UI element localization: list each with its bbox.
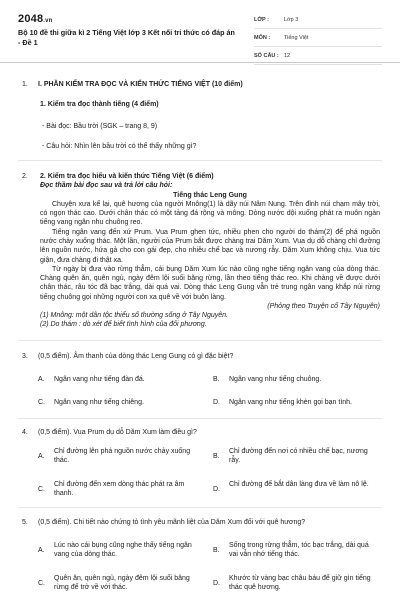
option-text: Lúc nào cái bụng cũng nghe thấy tiếng ngân vang của dòng thác. [54,542,192,559]
question-number: 2. [22,173,28,180]
subsection-heading: 1. Kiểm tra đọc thành tiếng (4 điểm) [40,101,159,108]
reading-line: - Bài đọc: Bầu trời (SGK – trang 8, 9) [42,123,158,130]
option-text: Sống trong rừng thẳm, tóc bạc trắng, dài quá vai vẫn nhớ tiếng thác. [229,542,369,559]
answer-option-c[interactable] [38,398,200,407]
site-logo[interactable]: 2048.vn [18,13,53,25]
story-paragraph: Chuyện xưa kể lại, quê hương của người Mnông(1) là dãy núi Nâm Nung. Trên đỉnh núi chạm mây trời, có ngọn thác cao. Dưới chân thác có một tảng đá rộng và mông. Dòng nước dội xuống phát ra muôn ngàn tiếng vang ngân nhu chuông reo. [40,201,380,227]
answer-option-d[interactable] [213,574,375,592]
option-letter: C. [38,486,45,493]
section-heading: I. PHẦN KIỂM TRA ĐỌC VÀ KIẾN THỨC TIẾNG VIỆT (10 điểm) [38,81,243,88]
subsection-heading: 2. Kiểm tra đọc hiểu và kiến thức Tiếng Việt (6 điểm) [40,173,214,180]
option-letter: D. [213,486,220,493]
option-text: Quên ăn, quên ngủ, ngày đêm lội suối băng rừng để trở về với thác. [54,575,190,592]
divider [18,340,382,341]
meta-row-subject [254,32,382,47]
question-number: 3. [22,353,28,360]
question-number: 4. [22,429,28,436]
option-letter: D. [213,399,220,406]
meta-row-count [254,50,382,65]
story-paragraph: Từ ngày bị đưa vào rừng thẳm, cái bụng Dăm Xum lúc nào cũng nghe tiếng ngân vang của dòng thác. Chàng quên ăn, quên ngủ, ngày đêm lội suối băng rừng, lần theo tiếng thác reo. Khi chàng về được dưới chân thác, râu tóc đã bạc trắng, dài quá vai. Dòng thác Leng Gung vẫn trẻ trung ngân vang khắp núi rừng tiếng chuông gọi những người con xa quê về với buôn làng. [40,266,380,301]
meta-value: Tiếng Việt [284,35,309,42]
option-letter: B. [213,453,220,460]
answer-option-d[interactable] [213,480,375,494]
option-text: Ngân vang như tiếng chuông. [229,376,322,383]
question-line: - Câu hỏi: Nhìn lên bầu trời có thể thấy những gì? [42,143,197,150]
option-letter: A. [38,376,45,383]
divider [18,418,382,419]
instruction: Đọc thầm bài đọc sau và trả lời câu hỏi: [40,182,173,189]
option-letter: B. [213,376,220,383]
option-letter: C. [38,580,45,587]
option-letter: C. [38,399,45,406]
meta-value: 12 [284,53,291,60]
divider [18,507,382,508]
option-letter: A. [38,453,45,460]
option-letter: D. [213,580,220,587]
meta-key: MÔN : [254,35,271,42]
answer-option-b[interactable] [213,447,375,465]
option-text: Ngân vang như tiếng khèn gọi bạn tình. [229,399,352,406]
answer-option-c[interactable] [38,574,200,592]
story-title: Tiếng thác Leng Gung [173,192,247,199]
answer-option-c[interactable] [38,480,200,498]
footnote: (2) Do thám : dò xét để biết tình hình của đối phương. [40,321,207,328]
question-number: 5. [22,519,28,526]
exam-meta [254,14,382,68]
option-letter: A. [38,547,45,554]
question-text: (0,5 điểm). Âm thanh của dòng thác Leng Gung có gì đặc biệt? [38,353,234,360]
meta-key: LỚP : [254,17,269,24]
answer-option-b[interactable] [213,375,375,384]
option-letter: B. [213,547,220,554]
answer-option-a[interactable] [38,447,200,465]
answer-option-b[interactable] [213,541,375,559]
answer-option-a[interactable] [38,375,200,384]
story-source: (Phỏng theo Truyện cổ Tây Nguyên) [267,303,380,310]
divider [18,160,382,161]
option-text: Ngân vang như tiếng đàn đá. [54,376,145,383]
footnote: (1) Mnông: một dân tộc thiểu số thường sống ở Tây Nguyên. [40,312,228,319]
option-text: Chỉ đường để bắt dân làng đưa về làm nô lệ. [229,481,369,488]
question-text: (0,5 điểm). Vua Prum dụ dỗ Dăm Xum làm điều gì? [38,429,197,436]
answer-option-d[interactable] [213,398,375,407]
meta-value: Lớp 3 [284,17,299,24]
question-text: (0,5 điểm). Chi tiết nào chứng tỏ tình yêu mãnh liệt của Dăm Xum đối với quê hương? [38,519,306,526]
option-text: Khước từ vàng bạc châu báu để giữ gìn tiếng thác quê hương. [229,575,371,592]
option-text: Chỉ đường đến xem dòng thác phát ra âm thanh. [54,481,185,498]
story-paragraph: Tiếng ngân vang đến xứ Prum. Vua Prum ghen tức, nhiều phen cho người do thám(2) để phá nguồn nước chảy xuống thác. Một lần, người của Prum bắt được chàng trai Dăm Xum. Vua dụ dỗ chàng chỉ đường lên nguồn nước, hứa gả cho con gái đẹp, cho nhiều chế bạc và nương rẫy. Dăm Xum không chịu. Vua tức giận, đưa chàng đi thật xa. [40,229,380,264]
meta-row-class [254,14,382,29]
option-text: Chỉ đường lên phá nguồn nước chảy xuống thác. [54,448,191,465]
option-text: Ngân vang như tiếng chiêng. [54,399,144,406]
meta-key: SỐ CÂU : [254,53,279,60]
question-number: 1. [22,81,28,88]
answer-option-a[interactable] [38,541,200,559]
option-text: Chỉ đường đến nơi có nhiều chế bạc, nương rẫy. [229,448,368,465]
page-title: Bộ 10 đề thi giữa kì 2 Tiếng Việt lớp 3 Kết nối tri thức có đáp án - Đề 1 [18,28,235,48]
page-header [0,0,400,63]
